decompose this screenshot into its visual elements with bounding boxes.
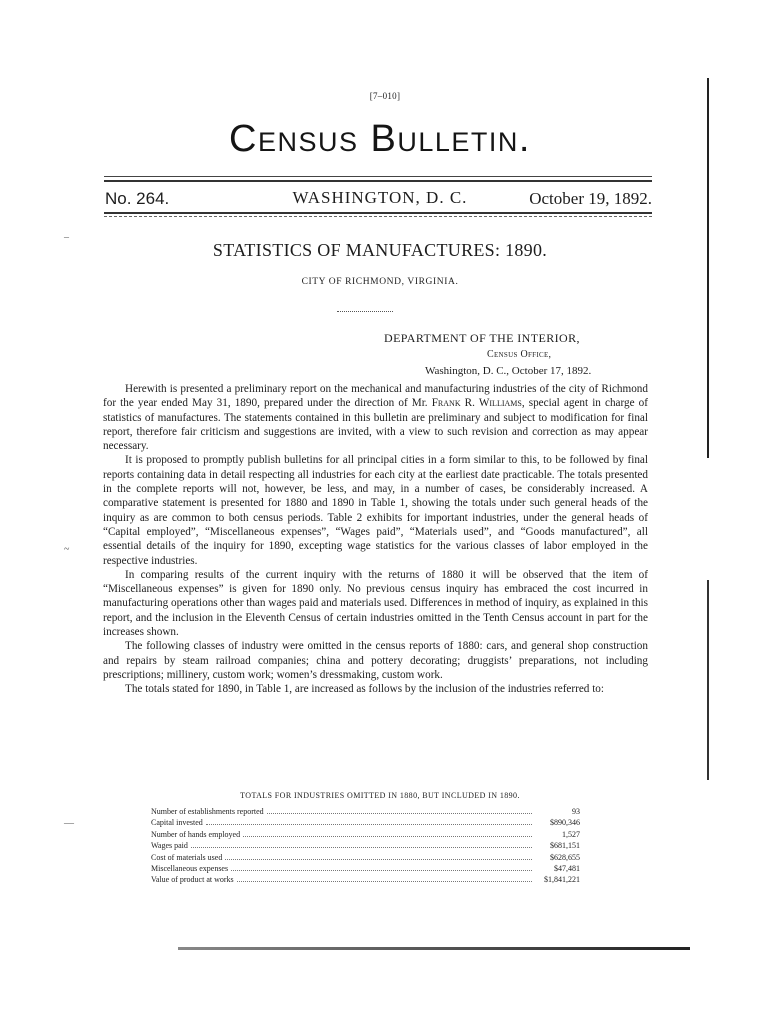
paragraph-1-text-cont: , special agent in charge of statistics of manufactures. The statements contained in this bulletin are preliminary and subject to modification for final report, therefore fair criticism and suggestions are invited, with a view to such revision and correction as may appear necessary. xyxy=(103,397,649,453)
paragraph-5: The totals stated for 1890, in Table 1, are increased as follows by the inclusion of the industries referred to: xyxy=(125,683,605,696)
row-label: Miscellaneous expenses xyxy=(151,863,229,873)
row-value: $47,481 xyxy=(554,863,580,873)
table-title: TOTALS FOR INDUSTRIES OMITTED IN 1880, BUT INCLUDED IN 1890. xyxy=(240,791,520,800)
report-subject: STATISTICS OF MANUFACTURES: 1890. xyxy=(212,240,548,260)
margin-mark: — xyxy=(64,818,74,829)
report-body xyxy=(103,382,648,697)
table-row xyxy=(151,863,580,874)
department-heading: DEPARTMENT OF THE INTERIOR, xyxy=(384,331,580,345)
bulletin-title: Census Bulletin. xyxy=(229,118,531,160)
table-row xyxy=(151,852,580,863)
row-value: $890,346 xyxy=(550,818,580,828)
table-row xyxy=(151,840,580,851)
row-label: Value of product at works xyxy=(151,875,234,885)
report-city: CITY OF RICHMOND, VIRGINIA. xyxy=(301,277,459,287)
row-value: 93 xyxy=(572,807,580,816)
leader-dots xyxy=(206,817,532,825)
leader-dots xyxy=(267,806,532,814)
row-label: Capital invested xyxy=(151,818,203,828)
agent-name: Frank R. Williams xyxy=(431,397,522,410)
bulletin-number: No. 264. xyxy=(105,189,170,208)
binding-edge-mark xyxy=(707,78,709,458)
leader-dots xyxy=(237,874,532,882)
binding-edge-mark-lower xyxy=(707,580,709,780)
paragraph-4: The following classes of industry were omitted in the census reports of 1880: cars, and general shop construction and repairs by steam railroad companies; china and pottery decorating; druggists’ preparations, not including prescriptions; millinery, custom work; women’s dressmaking, custom work. xyxy=(103,640,648,681)
page-bottom-rule xyxy=(178,947,690,950)
row-label: Number of establishments reported xyxy=(151,807,264,816)
row-label: Number of hands employed xyxy=(151,829,241,839)
paragraph-1 xyxy=(103,382,648,453)
bulletin-code: [7–010] xyxy=(369,91,401,101)
section-divider xyxy=(337,311,393,312)
table-row xyxy=(151,806,580,817)
bulletin-date: October 19, 1892. xyxy=(529,189,652,208)
row-value: 1,527 xyxy=(562,829,580,839)
totals-table xyxy=(151,806,580,886)
leader-dots xyxy=(191,840,532,848)
margin-mark: – xyxy=(64,232,69,243)
table-row xyxy=(151,817,580,828)
masthead-rule-bottom-2 xyxy=(104,216,652,217)
dateline: Washington, D. C., October 17, 1892. xyxy=(425,365,592,377)
table-row xyxy=(151,874,580,885)
row-label: Cost of materials used xyxy=(151,852,223,862)
masthead-rule-bottom xyxy=(104,212,652,214)
paragraph-3: In comparing results of the current inquiry with the returns of 1880 it will be observed that the item of “Miscellaneous expenses” is given for 1890 only. No previous census inquiry has embraced the cost incurred in manufacturing operations other than wages paid and materials used. Differences in method of inquiry, as explained in this report, and the inclusion in the Eleventh Census of certain industries omitted in the Tenth Census account in part for the increases shown. xyxy=(103,568,648,639)
row-value: $681,151 xyxy=(550,841,580,851)
table-row xyxy=(151,829,580,840)
margin-mark: ~ xyxy=(64,544,70,555)
office-heading: Census Office, xyxy=(487,349,552,360)
leader-dots xyxy=(231,863,532,871)
paragraph-1-text: Herewith is presented a preliminary report on the mechanical and manufacturing industries of the city of Richmond for the year ended May 31, 1890, prepared under the direction of Mr. xyxy=(103,383,648,410)
row-label: Wages paid xyxy=(151,841,188,851)
leader-dots xyxy=(225,852,532,860)
leader-dots xyxy=(243,829,532,837)
masthead-rule-top xyxy=(104,176,652,177)
paragraph-2: It is proposed to promptly publish bulletins for all principal cities in a form similar to this, to be followed by final reports containing data in detail respecting all industries for each city at the earliest date practicable. The totals presented in the complete reports will not, however, be less, and may, in a number of cases, be considerably increased. A comparative statement is presented for 1880 and 1890 in Table 1, showing the totals under such general heads of the inquiry as are common to both census periods. Table 2 exhibits for important industries, under the general heads of “Capital employed”, “Miscellaneous expenses”, “Wages paid”, “Materials used”, and “Goods manufactured”, all essential details of the inquiry for 1890, excepting wage statistics for the various classes of labor employed in the respective industries. xyxy=(103,454,648,567)
row-value: $628,655 xyxy=(550,852,580,862)
row-value: $1,841,221 xyxy=(544,875,580,885)
masthead-rule-top-2 xyxy=(104,180,652,182)
bulletin-place: WASHINGTON, D. C. xyxy=(292,188,468,207)
